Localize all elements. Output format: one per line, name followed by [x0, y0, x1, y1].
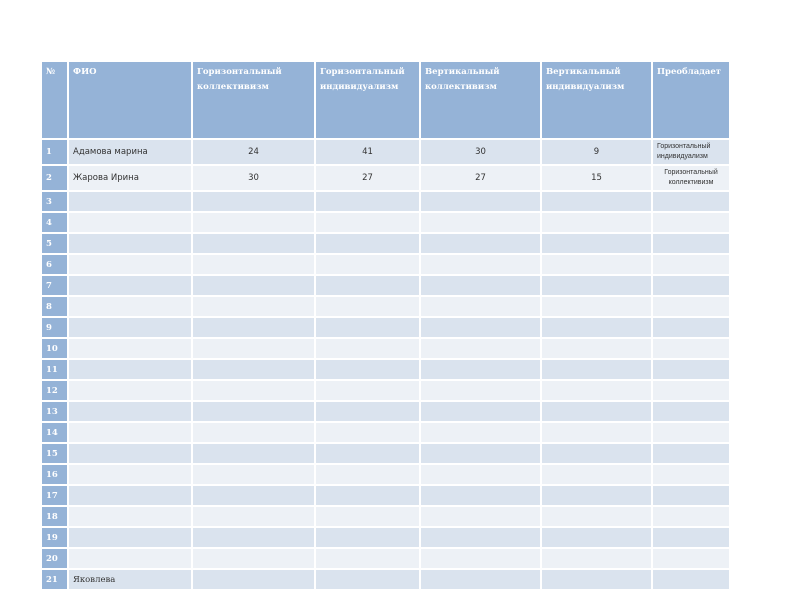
pref-cell	[653, 402, 729, 421]
vc-cell	[421, 339, 540, 358]
row-number: 10	[42, 339, 67, 358]
hi-cell	[316, 360, 419, 379]
name-cell	[69, 486, 191, 505]
vc-cell	[421, 402, 540, 421]
hc-cell	[193, 276, 314, 295]
hi-cell	[316, 465, 419, 484]
row-number: 14	[42, 423, 67, 442]
pref-cell	[653, 486, 729, 505]
hc-cell	[193, 570, 314, 589]
table-row	[42, 297, 729, 316]
vc-cell	[421, 444, 540, 463]
hc-cell	[193, 318, 314, 337]
vi-cell	[542, 465, 651, 484]
hi-cell	[316, 486, 419, 505]
hc-cell	[193, 465, 314, 484]
header-name: ФИО	[69, 62, 191, 138]
hc-cell	[193, 549, 314, 568]
row-number: 21	[42, 570, 67, 589]
pref-cell	[653, 360, 729, 379]
vi-cell	[542, 528, 651, 547]
header-vertical-individualism: Вертикальный индивидуализм	[542, 62, 651, 138]
hi-cell	[316, 549, 419, 568]
vi-cell	[542, 297, 651, 316]
name-cell	[69, 339, 191, 358]
row-number: 15	[42, 444, 67, 463]
hc-cell: 24	[193, 140, 314, 164]
name-cell	[69, 549, 191, 568]
table-row	[42, 339, 729, 358]
hc-cell	[193, 339, 314, 358]
vi-cell	[542, 549, 651, 568]
table-body	[42, 140, 729, 589]
table-row	[42, 234, 729, 253]
name-cell	[69, 507, 191, 526]
vc-cell	[421, 255, 540, 274]
pref-cell	[653, 570, 729, 589]
table-row	[42, 140, 729, 164]
hc-cell: 30	[193, 166, 314, 190]
table-row	[42, 318, 729, 337]
vc-cell	[421, 318, 540, 337]
pref-cell	[653, 213, 729, 232]
name-cell	[69, 255, 191, 274]
vc-cell	[421, 549, 540, 568]
hi-cell	[316, 318, 419, 337]
name-cell	[69, 402, 191, 421]
hc-cell	[193, 297, 314, 316]
hc-cell	[193, 255, 314, 274]
pref-cell	[653, 234, 729, 253]
hi-cell	[316, 570, 419, 589]
name-cell	[69, 276, 191, 295]
hi-cell	[316, 381, 419, 400]
hi-cell: 27	[316, 166, 419, 190]
hi-cell	[316, 276, 419, 295]
name-cell	[69, 465, 191, 484]
vi-cell	[542, 213, 651, 232]
name-cell: Жарова Ирина	[69, 166, 191, 190]
row-number: 6	[42, 255, 67, 274]
vc-cell	[421, 570, 540, 589]
pref-cell	[653, 339, 729, 358]
row-number: 4	[42, 213, 67, 232]
table-row	[42, 465, 729, 484]
vc-cell	[421, 297, 540, 316]
row-number: 5	[42, 234, 67, 253]
vc-cell	[421, 507, 540, 526]
hc-cell	[193, 444, 314, 463]
row-number: 12	[42, 381, 67, 400]
row-number: 18	[42, 507, 67, 526]
hi-cell	[316, 507, 419, 526]
row-number: 13	[42, 402, 67, 421]
hi-cell	[316, 423, 419, 442]
hi-cell	[316, 234, 419, 253]
name-cell	[69, 318, 191, 337]
table-row	[42, 192, 729, 211]
name-cell	[69, 423, 191, 442]
vi-cell	[542, 276, 651, 295]
pref-cell	[653, 444, 729, 463]
hi-cell	[316, 339, 419, 358]
hi-cell	[316, 528, 419, 547]
hc-cell	[193, 486, 314, 505]
header-horizontal-collectivism: Горизонтальный коллективизм	[193, 62, 314, 138]
pref-cell	[653, 549, 729, 568]
row-number: 20	[42, 549, 67, 568]
row-number: 8	[42, 297, 67, 316]
name-cell	[69, 528, 191, 547]
table-row	[42, 507, 729, 526]
name-cell	[69, 381, 191, 400]
vi-cell	[542, 423, 651, 442]
row-number: 1	[42, 140, 67, 164]
hc-cell	[193, 192, 314, 211]
row-number: 2	[42, 166, 67, 190]
vc-cell: 30	[421, 140, 540, 164]
vi-cell	[542, 234, 651, 253]
hc-cell	[193, 360, 314, 379]
name-cell: Яковлева	[69, 570, 191, 589]
vc-cell: 27	[421, 166, 540, 190]
results-table	[40, 60, 731, 591]
vi-cell	[542, 507, 651, 526]
header-horizontal-individualism: Горизонтальный индивидуализм	[316, 62, 419, 138]
table-row	[42, 255, 729, 274]
hc-cell	[193, 528, 314, 547]
vc-cell	[421, 486, 540, 505]
pref-cell	[653, 528, 729, 547]
hc-cell	[193, 381, 314, 400]
vi-cell	[542, 402, 651, 421]
pref-cell	[653, 465, 729, 484]
vi-cell	[542, 318, 651, 337]
table-row	[42, 444, 729, 463]
hi-cell	[316, 255, 419, 274]
table-row	[42, 381, 729, 400]
hc-cell	[193, 234, 314, 253]
row-number: 7	[42, 276, 67, 295]
pref-cell	[653, 297, 729, 316]
vc-cell	[421, 423, 540, 442]
table-row	[42, 423, 729, 442]
table-row	[42, 166, 729, 190]
hc-cell	[193, 402, 314, 421]
vi-cell: 15	[542, 166, 651, 190]
hi-cell: 41	[316, 140, 419, 164]
vc-cell	[421, 192, 540, 211]
hc-cell	[193, 507, 314, 526]
header-predominant: Преобладает	[653, 62, 729, 138]
name-cell	[69, 213, 191, 232]
table-row	[42, 549, 729, 568]
header-number: №	[42, 62, 67, 138]
vi-cell	[542, 570, 651, 589]
vc-cell	[421, 465, 540, 484]
vc-cell	[421, 234, 540, 253]
table-row	[42, 213, 729, 232]
pref-cell: Горизонтальный коллективизм	[653, 166, 729, 190]
name-cell: Адамова марина	[69, 140, 191, 164]
vi-cell	[542, 486, 651, 505]
hi-cell	[316, 213, 419, 232]
vi-cell	[542, 255, 651, 274]
pref-cell	[653, 423, 729, 442]
hc-cell	[193, 423, 314, 442]
pref-cell: Горизонтальный индивидуализм	[653, 140, 729, 164]
row-number: 11	[42, 360, 67, 379]
vi-cell	[542, 381, 651, 400]
name-cell	[69, 444, 191, 463]
row-number: 16	[42, 465, 67, 484]
table-row	[42, 402, 729, 421]
table-row	[42, 276, 729, 295]
hc-cell	[193, 213, 314, 232]
vc-cell	[421, 213, 540, 232]
name-cell	[69, 192, 191, 211]
row-number: 3	[42, 192, 67, 211]
table-row	[42, 486, 729, 505]
header-vertical-collectivism: Вертикальный коллективизм	[421, 62, 540, 138]
table-row	[42, 570, 729, 589]
pref-cell	[653, 276, 729, 295]
table-row	[42, 360, 729, 379]
pref-cell	[653, 255, 729, 274]
pref-cell	[653, 318, 729, 337]
vi-cell: 9	[542, 140, 651, 164]
vi-cell	[542, 360, 651, 379]
hi-cell	[316, 402, 419, 421]
vc-cell	[421, 360, 540, 379]
hi-cell	[316, 192, 419, 211]
vi-cell	[542, 192, 651, 211]
pref-cell	[653, 381, 729, 400]
pref-cell	[653, 507, 729, 526]
row-number: 9	[42, 318, 67, 337]
name-cell	[69, 234, 191, 253]
row-number: 19	[42, 528, 67, 547]
pref-cell	[653, 192, 729, 211]
vi-cell	[542, 444, 651, 463]
vc-cell	[421, 381, 540, 400]
row-number: 17	[42, 486, 67, 505]
vc-cell	[421, 528, 540, 547]
hi-cell	[316, 297, 419, 316]
vi-cell	[542, 339, 651, 358]
hi-cell	[316, 444, 419, 463]
name-cell	[69, 297, 191, 316]
name-cell	[69, 360, 191, 379]
vc-cell	[421, 276, 540, 295]
header-row	[42, 62, 729, 138]
table-row	[42, 528, 729, 547]
